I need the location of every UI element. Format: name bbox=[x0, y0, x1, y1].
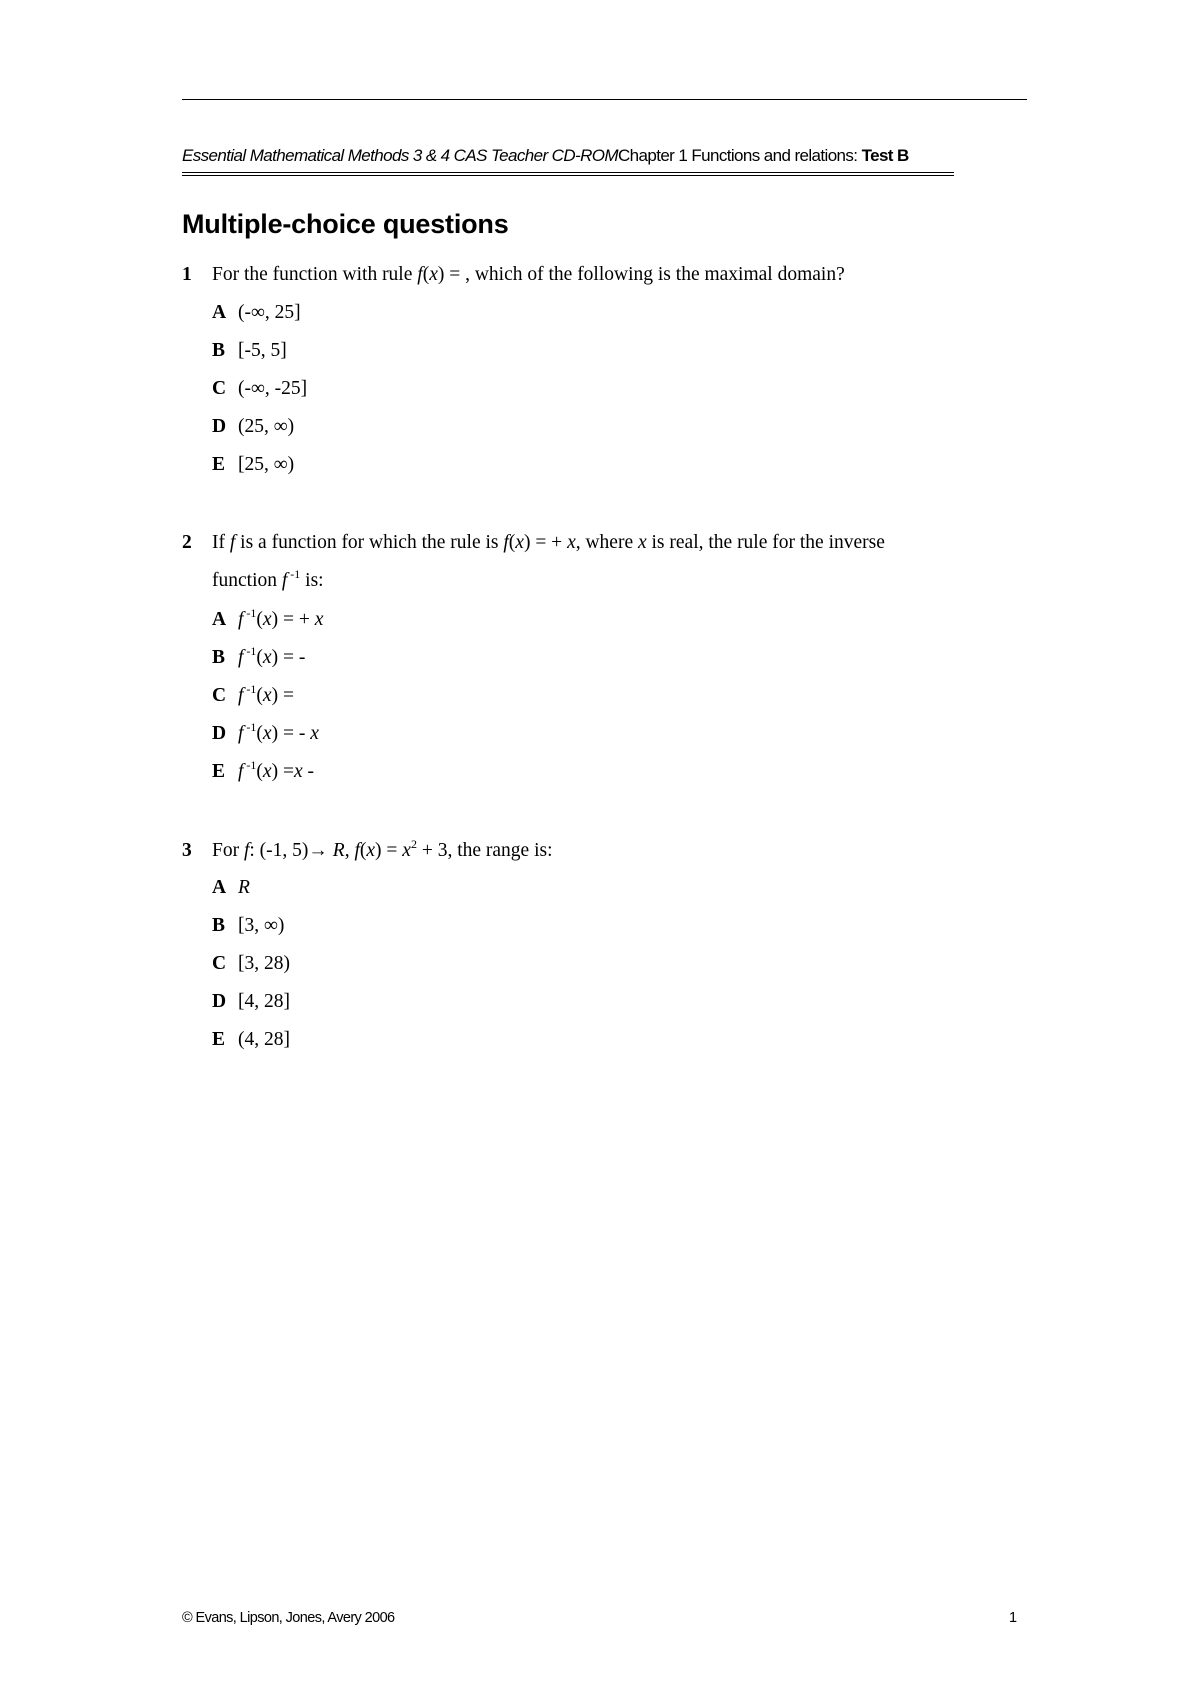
header-rule bbox=[182, 172, 954, 173]
option-text: (25, ∞) bbox=[238, 416, 295, 437]
option-letter: D bbox=[212, 416, 227, 437]
chapter-title: Chapter 1 Functions and relations: bbox=[617, 146, 862, 165]
option-letter: B bbox=[212, 340, 226, 361]
option-text: R bbox=[238, 877, 250, 898]
question-2-option-b: B f $^{-1}$(x) = - bbox=[212, 644, 306, 668]
page-number: 1 bbox=[1009, 1610, 1018, 1626]
option-letter: C bbox=[212, 953, 227, 974]
test-label: Test B bbox=[861, 146, 909, 165]
question-1-number: 1 bbox=[182, 264, 192, 285]
option-letter: A bbox=[212, 877, 227, 898]
option-letter: A bbox=[212, 302, 227, 323]
question-3-text: For f: (-1, 5)→ R, $f(x) = x^2 + 3$, the range is: bbox=[212, 837, 553, 861]
option-text: [3, 28) bbox=[238, 953, 290, 974]
question-2-option-e: E f $^{-1}$(x) =x - bbox=[212, 758, 314, 782]
question-2-text-line-1: If f is a function for which the rule is f(x) = + x, where x is real, the rule for the inverse bbox=[212, 532, 885, 553]
option-letter: B bbox=[212, 647, 226, 668]
option-text: [4, 28] bbox=[238, 991, 290, 1012]
option-letter: C bbox=[212, 378, 227, 399]
top-rule bbox=[182, 99, 1027, 100]
option-text: (-∞, 25] bbox=[238, 302, 301, 323]
question-3-number: 3 bbox=[182, 840, 192, 861]
option-text: [3, ∞) bbox=[238, 915, 285, 936]
question-3-option-c bbox=[212, 953, 290, 975]
option-text: [25, ∞) bbox=[238, 454, 295, 475]
question-2-number: 2 bbox=[182, 532, 192, 553]
option-letter: A bbox=[212, 609, 227, 630]
option-letter: E bbox=[212, 454, 226, 475]
question-3-option-b bbox=[212, 915, 284, 937]
question-3-option-e bbox=[212, 1029, 290, 1051]
question-2-option-a: A f $^{-1}$(x) = + x bbox=[212, 606, 324, 630]
question-3-option-d bbox=[212, 991, 290, 1013]
question-1-option-b bbox=[212, 340, 287, 362]
option-letter: E bbox=[212, 1029, 226, 1050]
question-1-option-d bbox=[212, 416, 294, 438]
question-1-option-a bbox=[212, 302, 301, 324]
footer-copyright: © Evans, Lipson, Jones, Avery 2006 bbox=[182, 1610, 395, 1626]
question-3-option-a bbox=[212, 877, 250, 899]
running-header bbox=[182, 146, 909, 166]
question-1-option-e bbox=[212, 454, 294, 476]
question-2-text-line-2: function f $^{-1}$ is: bbox=[212, 567, 324, 591]
option-letter: D bbox=[212, 991, 227, 1012]
header-rule-double bbox=[182, 175, 954, 176]
question-1-option-c bbox=[212, 378, 307, 400]
book-title: Essential Mathematical Methods 3 & 4 CAS Teacher CD-ROM bbox=[182, 146, 618, 165]
option-text: [-5, 5] bbox=[238, 340, 287, 361]
question-2-option-d: D f $^{-1}$(x) = - x bbox=[212, 720, 319, 744]
option-text: (-∞, -25] bbox=[238, 378, 308, 399]
option-text: (4, 28] bbox=[238, 1029, 290, 1050]
option-letter: B bbox=[212, 915, 226, 936]
option-letter: C bbox=[212, 685, 227, 706]
question-1-text: For the function with rule f(x) = , which of the following is the maximal domain? bbox=[212, 264, 845, 285]
section-title: Multiple-choice questions bbox=[182, 209, 509, 239]
option-letter: E bbox=[212, 761, 226, 782]
option-letter: D bbox=[212, 723, 227, 744]
question-2-option-c: C f $^{-1}$(x) = bbox=[212, 682, 294, 706]
